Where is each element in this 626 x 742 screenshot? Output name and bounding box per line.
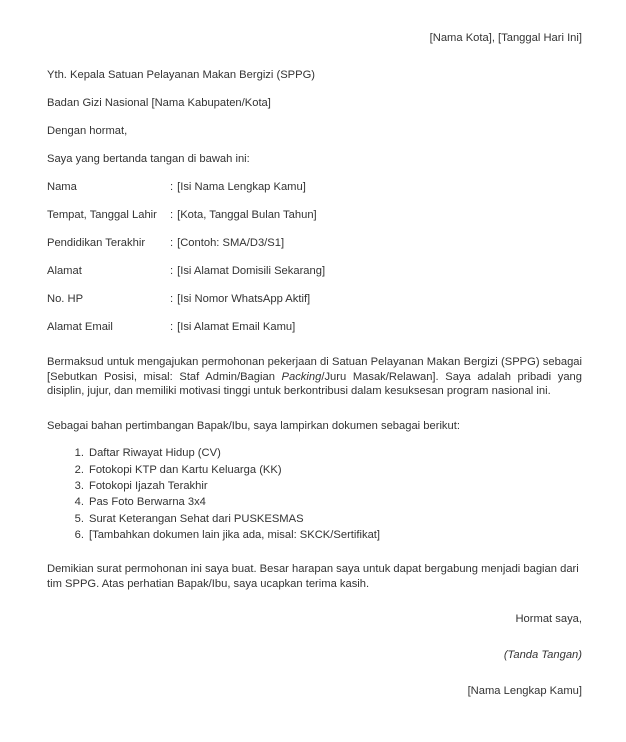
field-row-alamat (47, 264, 582, 278)
intro-text: Saya yang bertanda tangan di bawah ini: (47, 153, 250, 165)
signature-regards: Hormat saya, (515, 613, 582, 626)
field-row-alamat-email (47, 320, 582, 334)
identity-fields (47, 180, 582, 334)
list-item (47, 511, 582, 527)
attachments-intro: Sebagai bahan pertimbangan Bapak/Ibu, saya lampirkan dokumen sebagai berikut: (47, 419, 460, 432)
signature-placeholder: (Tanda Tangan) (503, 649, 582, 662)
list-item-number: 3. (74, 479, 84, 492)
list-item (47, 494, 582, 510)
list-item-label: Surat Keterangan Sehat dari PUSKESMAS (89, 512, 304, 525)
field-separator: : (170, 321, 174, 333)
field-separator: : (170, 209, 174, 221)
list-item-number: 6. (74, 528, 84, 541)
list-item (47, 462, 582, 478)
salutation: Dengan hormat, (47, 125, 128, 137)
list-item-number: 4. (74, 496, 84, 509)
list-item-label: Fotokopi Ijazah Terakhir (89, 479, 208, 492)
body-paragraph-part-2: /Juru Masak/Relawan]. Saya adalah pribadi yang disiplin, jujur, dan memiliki motivasi tinggi untuk berkontribusi dalam kesuksesan program nasional ini. (47, 370, 582, 398)
list-item-label: Daftar Riwayat Hidup (CV) (89, 447, 221, 460)
list-item-number: 1. (74, 447, 84, 460)
addressee-line-1: Yth. Kepala Satuan Pelayanan Makan Bergizi (SPPG) (47, 69, 316, 81)
field-row-tempat-tanggal-lahir (47, 208, 582, 222)
list-item-number: 5. (74, 512, 84, 525)
field-value: [Isi Alamat Email Kamu] (177, 321, 296, 333)
list-item (47, 478, 582, 494)
field-row-nama (47, 180, 582, 194)
field-label: Pendidikan Terakhir (47, 237, 146, 249)
list-item (47, 527, 582, 543)
letter-body (47, 0, 582, 698)
field-label: No. HP (47, 293, 84, 305)
list-item-label: Fotokopi KTP dan Kartu Keluarga (KK) (89, 463, 282, 476)
body-paragraph (47, 355, 582, 399)
field-separator: : (170, 237, 174, 249)
field-value: [Isi Nama Lengkap Kamu] (177, 181, 306, 193)
list-item-label: Pas Foto Berwarna 3x4 (89, 496, 206, 509)
closing-paragraph: Demikian surat permohonan ini saya buat. Besar harapan saya untuk dapat bergabung menjadi bagian dari tim SPPG. Atas perhatian Bapak/Ibu, saya ucapkan terima kasih. (47, 563, 579, 590)
field-value: [Kota, Tanggal Bulan Tahun] (177, 209, 317, 221)
list-item-number: 2. (74, 463, 84, 476)
addressee-line-2: Badan Gizi Nasional [Nama Kabupaten/Kota] (47, 97, 271, 109)
field-label: Nama (47, 181, 77, 193)
field-label: Alamat Email (47, 321, 113, 333)
field-row-pendidikan-terakhir (47, 236, 582, 250)
attachments-list (47, 445, 582, 543)
list-item (47, 445, 582, 461)
field-separator: : (170, 265, 174, 277)
field-value: [Isi Alamat Domisili Sekarang] (177, 265, 326, 277)
field-value: [Isi Nomor WhatsApp Aktif] (177, 293, 311, 305)
body-paragraph-part-1: Bermaksud untuk mengajukan permohonan pekerjaan di Satuan Pelayanan Makan Bergizi (SPPG) sebagai [Sebutkan Posisi, misal: Staf Admin/Bagian (47, 356, 582, 383)
field-row-no-hp (47, 292, 582, 306)
body-paragraph-emphasis: Packing (281, 370, 322, 383)
list-item-label: [Tambahkan dokumen lain jika ada, misal: SKCK/Sertifikat] (89, 528, 381, 541)
signature-name: [Nama Lengkap Kamu] (467, 685, 582, 698)
date-line: [Nama Kota], [Tanggal Hari Ini] (429, 32, 582, 44)
field-label: Alamat (47, 265, 82, 277)
field-label: Tempat, Tanggal Lahir (47, 209, 157, 221)
field-separator: : (170, 181, 174, 193)
field-value: [Contoh: SMA/D3/S1] (177, 237, 285, 249)
field-separator: : (170, 293, 174, 305)
signature-block (47, 612, 582, 698)
